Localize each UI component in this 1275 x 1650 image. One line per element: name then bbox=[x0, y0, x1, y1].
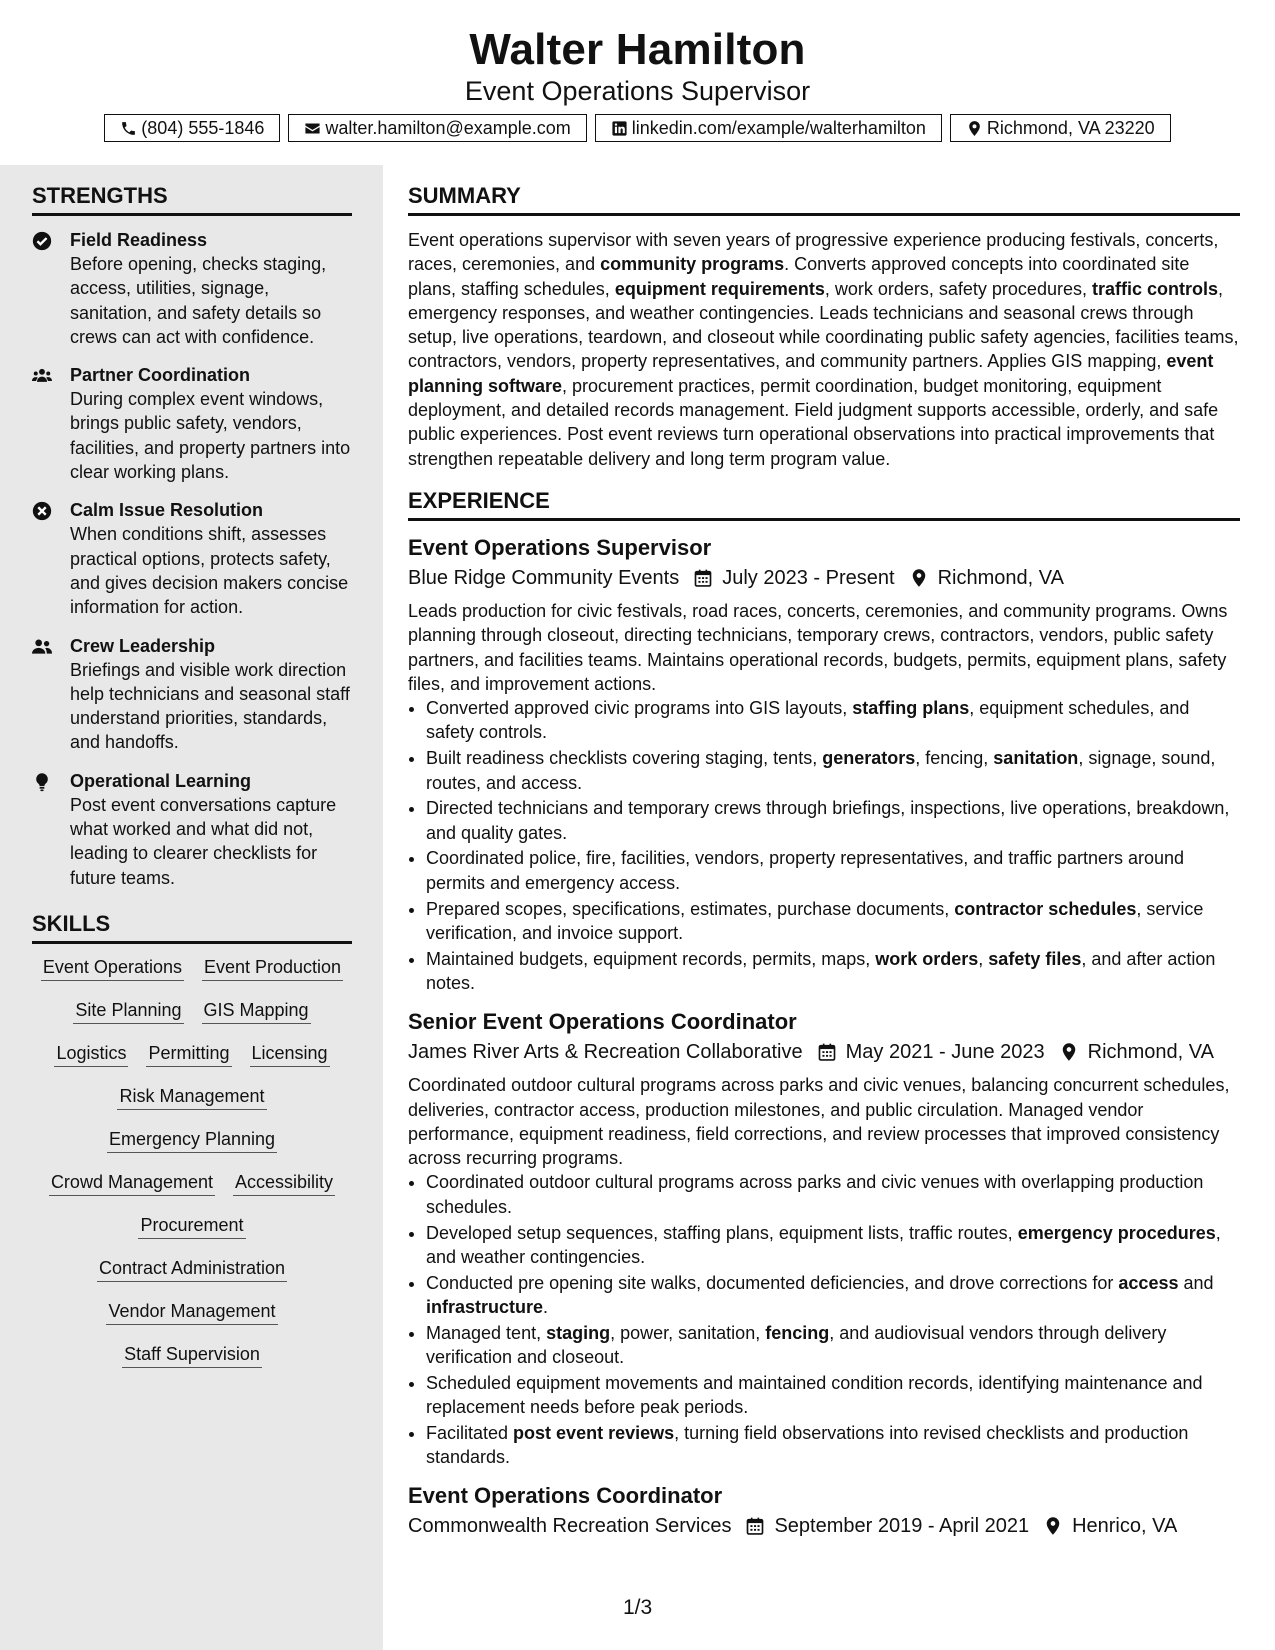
bold-phrase: fencing bbox=[765, 1322, 830, 1343]
lightbulb-icon bbox=[32, 772, 52, 792]
text-segment: , emergency responses, and weather contingencies. Leads technicians and seasonal crews through setup, live operations, teardown, and closeout while coordinating public safety agencies, facilities teams, contractors, vendors, property representatives, and community partners. Applies GIS mapping, bbox=[408, 278, 1239, 372]
text-segment: , bbox=[978, 948, 989, 969]
page-number: 1/3 bbox=[623, 1596, 653, 1619]
text-segment: . Converts approved concepts into coordinated site plans, staffing schedules, bbox=[408, 254, 1190, 299]
job-entry bbox=[408, 1481, 1240, 1541]
skills-heading: SKILLS bbox=[32, 908, 352, 944]
strength-item bbox=[32, 769, 352, 890]
main-column bbox=[408, 180, 1240, 1553]
contact-phone-text: (804) 555-1846 bbox=[141, 117, 265, 138]
candidate-headline: Event Operations Supervisor bbox=[464, 76, 811, 106]
summary-heading: SUMMARY bbox=[408, 180, 1240, 216]
job-location: Richmond, VA bbox=[1087, 1041, 1214, 1064]
job-location: Henrico, VA bbox=[1072, 1515, 1178, 1538]
strength-description: Before opening, checks staging, access, utilities, signage, sanitation, and safety details so crews can act with confidence. bbox=[70, 254, 327, 347]
map-pin-icon bbox=[1043, 1516, 1063, 1536]
bold-phrase: safety files bbox=[988, 948, 1082, 969]
bullet-item bbox=[426, 1321, 1240, 1370]
strength-item bbox=[32, 634, 352, 755]
bold-phrase: contractor schedules bbox=[954, 898, 1137, 919]
skill-row bbox=[32, 956, 352, 981]
strength-title: Calm Issue Resolution bbox=[70, 500, 264, 521]
bold-phrase: post event reviews bbox=[513, 1422, 675, 1443]
job-description: Coordinated outdoor cultural programs across parks and civic venues, balancing concurrent schedules, deliveries, contractor access, production milestones, and public circulation. Managed vendor performance, equipment readiness, field corrections, and review processes that improved consistency across recurring programs. bbox=[408, 1075, 1230, 1169]
bold-phrase: staging bbox=[546, 1322, 611, 1343]
text-segment: and bbox=[1178, 1272, 1214, 1293]
envelope-icon bbox=[304, 120, 321, 137]
bullet-item bbox=[426, 1371, 1240, 1420]
skill-row bbox=[32, 1343, 352, 1368]
bullet-item bbox=[426, 1421, 1240, 1470]
bold-phrase: infrastructure bbox=[426, 1296, 544, 1317]
strength-title: Field Readiness bbox=[70, 230, 208, 250]
text-segment: . bbox=[543, 1296, 549, 1317]
bold-phrase: emergency procedures bbox=[1017, 1222, 1216, 1243]
job-entry bbox=[408, 533, 1240, 995]
linkedin-icon bbox=[611, 120, 628, 137]
bold-phrase: staffing plans bbox=[852, 698, 970, 719]
strength-item bbox=[32, 363, 352, 484]
bold-phrase: event planning software bbox=[408, 351, 1214, 396]
text-segment: Converted approved civic programs into GIS layouts, bbox=[426, 698, 853, 719]
skill-tag: Accessibility bbox=[233, 1171, 335, 1196]
job-title: Senior Event Operations Coordinator bbox=[408, 1009, 797, 1035]
text-segment: Managed tent, bbox=[426, 1322, 547, 1343]
strength-description: Post event conversations capture what worked and what did not, leading to clearer checklists for future teams. bbox=[70, 794, 337, 888]
job-location: Richmond, VA bbox=[937, 566, 1064, 589]
bold-phrase: community programs bbox=[600, 254, 785, 275]
skill-tag: Event Operations bbox=[41, 956, 184, 981]
contact-phone[interactable] bbox=[104, 114, 280, 142]
sidebar bbox=[32, 180, 352, 1386]
bold-phrase: traffic controls bbox=[1091, 278, 1218, 299]
user-group-icon bbox=[32, 637, 52, 657]
bold-phrase: sanitation bbox=[993, 748, 1079, 769]
job-dates: May 2021 - June 2023 bbox=[845, 1041, 1045, 1064]
people-group-icon bbox=[32, 366, 52, 386]
text-segment: , and weather contingencies. bbox=[426, 1222, 1221, 1267]
bullet-item bbox=[426, 846, 1240, 895]
bold-phrase: generators bbox=[822, 748, 916, 769]
contact-email-text: walter.hamilton@example.com bbox=[325, 117, 571, 138]
skill-row bbox=[32, 1128, 352, 1153]
job-description: Leads production for civic festivals, road races, concerts, ceremonies, and community programs. Owns planning through closeout, directing technicians, temporary crews, contractors, vendors, public safety partners, and facilities teams. Maintains operational records, budgets, permits, equipment plans, safety files, and improvement actions. bbox=[408, 600, 1228, 694]
strength-description: During complex event windows, brings public safety, vendors, facilities, and property partners into clear working plans. bbox=[70, 389, 351, 483]
contact-email[interactable] bbox=[288, 114, 586, 142]
skill-row bbox=[32, 999, 352, 1024]
bullet-item bbox=[426, 947, 1240, 996]
skill-tag: Risk Management bbox=[117, 1085, 266, 1110]
resume-header bbox=[0, 22, 1275, 108]
check-circle-icon bbox=[32, 231, 52, 251]
text-segment: , power, sanitation, bbox=[610, 1322, 766, 1343]
text-segment: , and after action notes. bbox=[426, 948, 1216, 993]
text-segment: Maintained budgets, equipment records, permits, maps, bbox=[426, 948, 876, 969]
skill-row bbox=[32, 1171, 352, 1196]
text-segment: , procurement practices, permit coordination, budget monitoring, equipment deployment, and detailed records management. Field judgment supports accessible, orderly, and safe public experiences. Post event reviews turn operational observations into practical improvements that strengthen repeatable delivery and long term program value. bbox=[408, 375, 1219, 469]
job-title: Event Operations Supervisor bbox=[408, 534, 712, 560]
skill-tag: Contract Administration bbox=[97, 1257, 287, 1282]
job-bullets bbox=[408, 696, 1240, 995]
contact-location[interactable] bbox=[950, 114, 1171, 142]
bullet-item bbox=[426, 746, 1240, 795]
job-company: Commonwealth Recreation Services bbox=[408, 1515, 732, 1538]
text-segment: Prepared scopes, specifications, estimates, purchase documents, bbox=[426, 898, 955, 919]
skill-tag: Procurement bbox=[138, 1214, 245, 1239]
text-segment: , turning field observations into revised checklists and production standards. bbox=[426, 1422, 1189, 1468]
bold-phrase: work orders bbox=[875, 948, 979, 969]
phone-icon bbox=[120, 120, 137, 137]
skill-tag: Vendor Management bbox=[106, 1300, 277, 1325]
text-segment: Directed technicians and temporary crews through briefings, inspections, live operations, breakdown, and quality gates. bbox=[426, 798, 1230, 843]
bold-phrase: equipment requirements bbox=[614, 278, 825, 299]
contact-linkedin[interactable] bbox=[595, 114, 942, 142]
strength-description: When conditions shift, assesses practical options, protects safety, and gives decision makers concise information for action. bbox=[70, 524, 349, 618]
experience-list bbox=[408, 533, 1240, 1542]
contact-linkedin-text: linkedin.com/example/walterhamilton bbox=[631, 117, 926, 138]
bullet-item bbox=[426, 796, 1240, 845]
skill-row bbox=[32, 1214, 352, 1239]
contact-location-text: Richmond, VA 23220 bbox=[986, 117, 1155, 138]
job-entry bbox=[408, 1007, 1240, 1469]
calendar-icon bbox=[817, 1042, 837, 1062]
skill-tag: Event Production bbox=[202, 956, 343, 981]
bullet-item bbox=[426, 1221, 1240, 1270]
skill-row bbox=[32, 1257, 352, 1282]
x-circle-icon bbox=[32, 501, 52, 521]
strength-item bbox=[32, 498, 352, 619]
map-pin-icon bbox=[909, 568, 929, 588]
summary-text bbox=[408, 228, 1240, 471]
bullet-item bbox=[426, 696, 1240, 745]
skill-tag: GIS Mapping bbox=[202, 999, 311, 1024]
text-segment: , equipment schedules, and safety controls. bbox=[426, 698, 1190, 743]
bullet-item bbox=[426, 1170, 1240, 1219]
text-segment: , fencing, bbox=[915, 748, 994, 769]
experience-heading: EXPERIENCE bbox=[408, 485, 1240, 521]
skill-tag: Logistics bbox=[54, 1042, 128, 1067]
contact-bar bbox=[0, 114, 1275, 142]
text-segment: Coordinated police, fire, facilities, vendors, property representatives, and traffic partners around permits and emergency access. bbox=[426, 848, 1185, 893]
text-segment: Developed setup sequences, staffing plans, equipment lists, traffic routes, bbox=[426, 1222, 1018, 1243]
strengths-heading: STRENGTHS bbox=[32, 180, 352, 216]
text-segment: , and audiovisual vendors through delivery verification and closeout. bbox=[426, 1322, 1167, 1367]
job-meta bbox=[408, 1037, 1240, 1067]
skill-row bbox=[32, 1085, 352, 1110]
job-dates: July 2023 - Present bbox=[722, 566, 895, 589]
calendar-icon bbox=[745, 1516, 765, 1536]
job-company: James River Arts & Recreation Collaborative bbox=[408, 1041, 803, 1064]
job-meta bbox=[408, 563, 1240, 593]
skill-tag: Crowd Management bbox=[49, 1171, 215, 1196]
strength-description: Briefings and visible work direction help technicians and seasonal staff understand priorities, standards, and handoffs. bbox=[70, 659, 350, 753]
text-segment: , signage, sound, routes, and access. bbox=[426, 748, 1216, 793]
job-title: Event Operations Coordinator bbox=[408, 1483, 723, 1509]
candidate-name: Walter Hamilton bbox=[469, 25, 806, 74]
text-segment: Conducted pre opening site walks, documented deficiencies, and drove corrections for bbox=[426, 1272, 1119, 1293]
job-dates: September 2019 - April 2021 bbox=[774, 1515, 1030, 1538]
bullet-item bbox=[426, 1271, 1240, 1320]
job-company: Blue Ridge Community Events bbox=[408, 566, 680, 589]
text-segment: , work orders, safety procedures, bbox=[824, 278, 1092, 299]
skill-tag: Site Planning bbox=[73, 999, 183, 1024]
map-pin-icon bbox=[966, 120, 983, 137]
text-segment: Built readiness checklists covering staging, tents, bbox=[426, 748, 823, 769]
text-segment: Event operations supervisor with seven years of progressive experience producing festivals, concerts, races, ceremonies, and bbox=[408, 230, 1219, 275]
skill-tag: Staff Supervision bbox=[122, 1343, 262, 1368]
skill-tag: Licensing bbox=[250, 1042, 330, 1067]
job-bullets bbox=[408, 1170, 1240, 1469]
text-segment: Coordinated outdoor cultural programs across parks and civic venues with overlapping production schedules. bbox=[426, 1172, 1204, 1217]
text-segment: Facilitated bbox=[426, 1422, 514, 1443]
bold-phrase: access bbox=[1118, 1272, 1179, 1293]
bullet-item bbox=[426, 897, 1240, 946]
map-pin-icon bbox=[1059, 1042, 1079, 1062]
strength-title: Partner Coordination bbox=[70, 365, 251, 386]
skill-row bbox=[32, 1042, 352, 1067]
strength-title: Crew Leadership bbox=[70, 635, 216, 656]
strength-item bbox=[32, 228, 352, 349]
skill-tag: Permitting bbox=[146, 1042, 231, 1067]
calendar-icon bbox=[693, 568, 713, 588]
job-meta bbox=[408, 1511, 1240, 1541]
text-segment: , service verification, and invoice support. bbox=[426, 898, 1204, 943]
skill-tag: Emergency Planning bbox=[107, 1128, 277, 1153]
strength-title: Operational Learning bbox=[70, 770, 252, 791]
skills-list bbox=[32, 956, 352, 1368]
skill-row bbox=[32, 1300, 352, 1325]
text-segment: Scheduled equipment movements and maintained condition records, identifying maintenance and replacement needs before peak periods. bbox=[426, 1372, 1203, 1418]
